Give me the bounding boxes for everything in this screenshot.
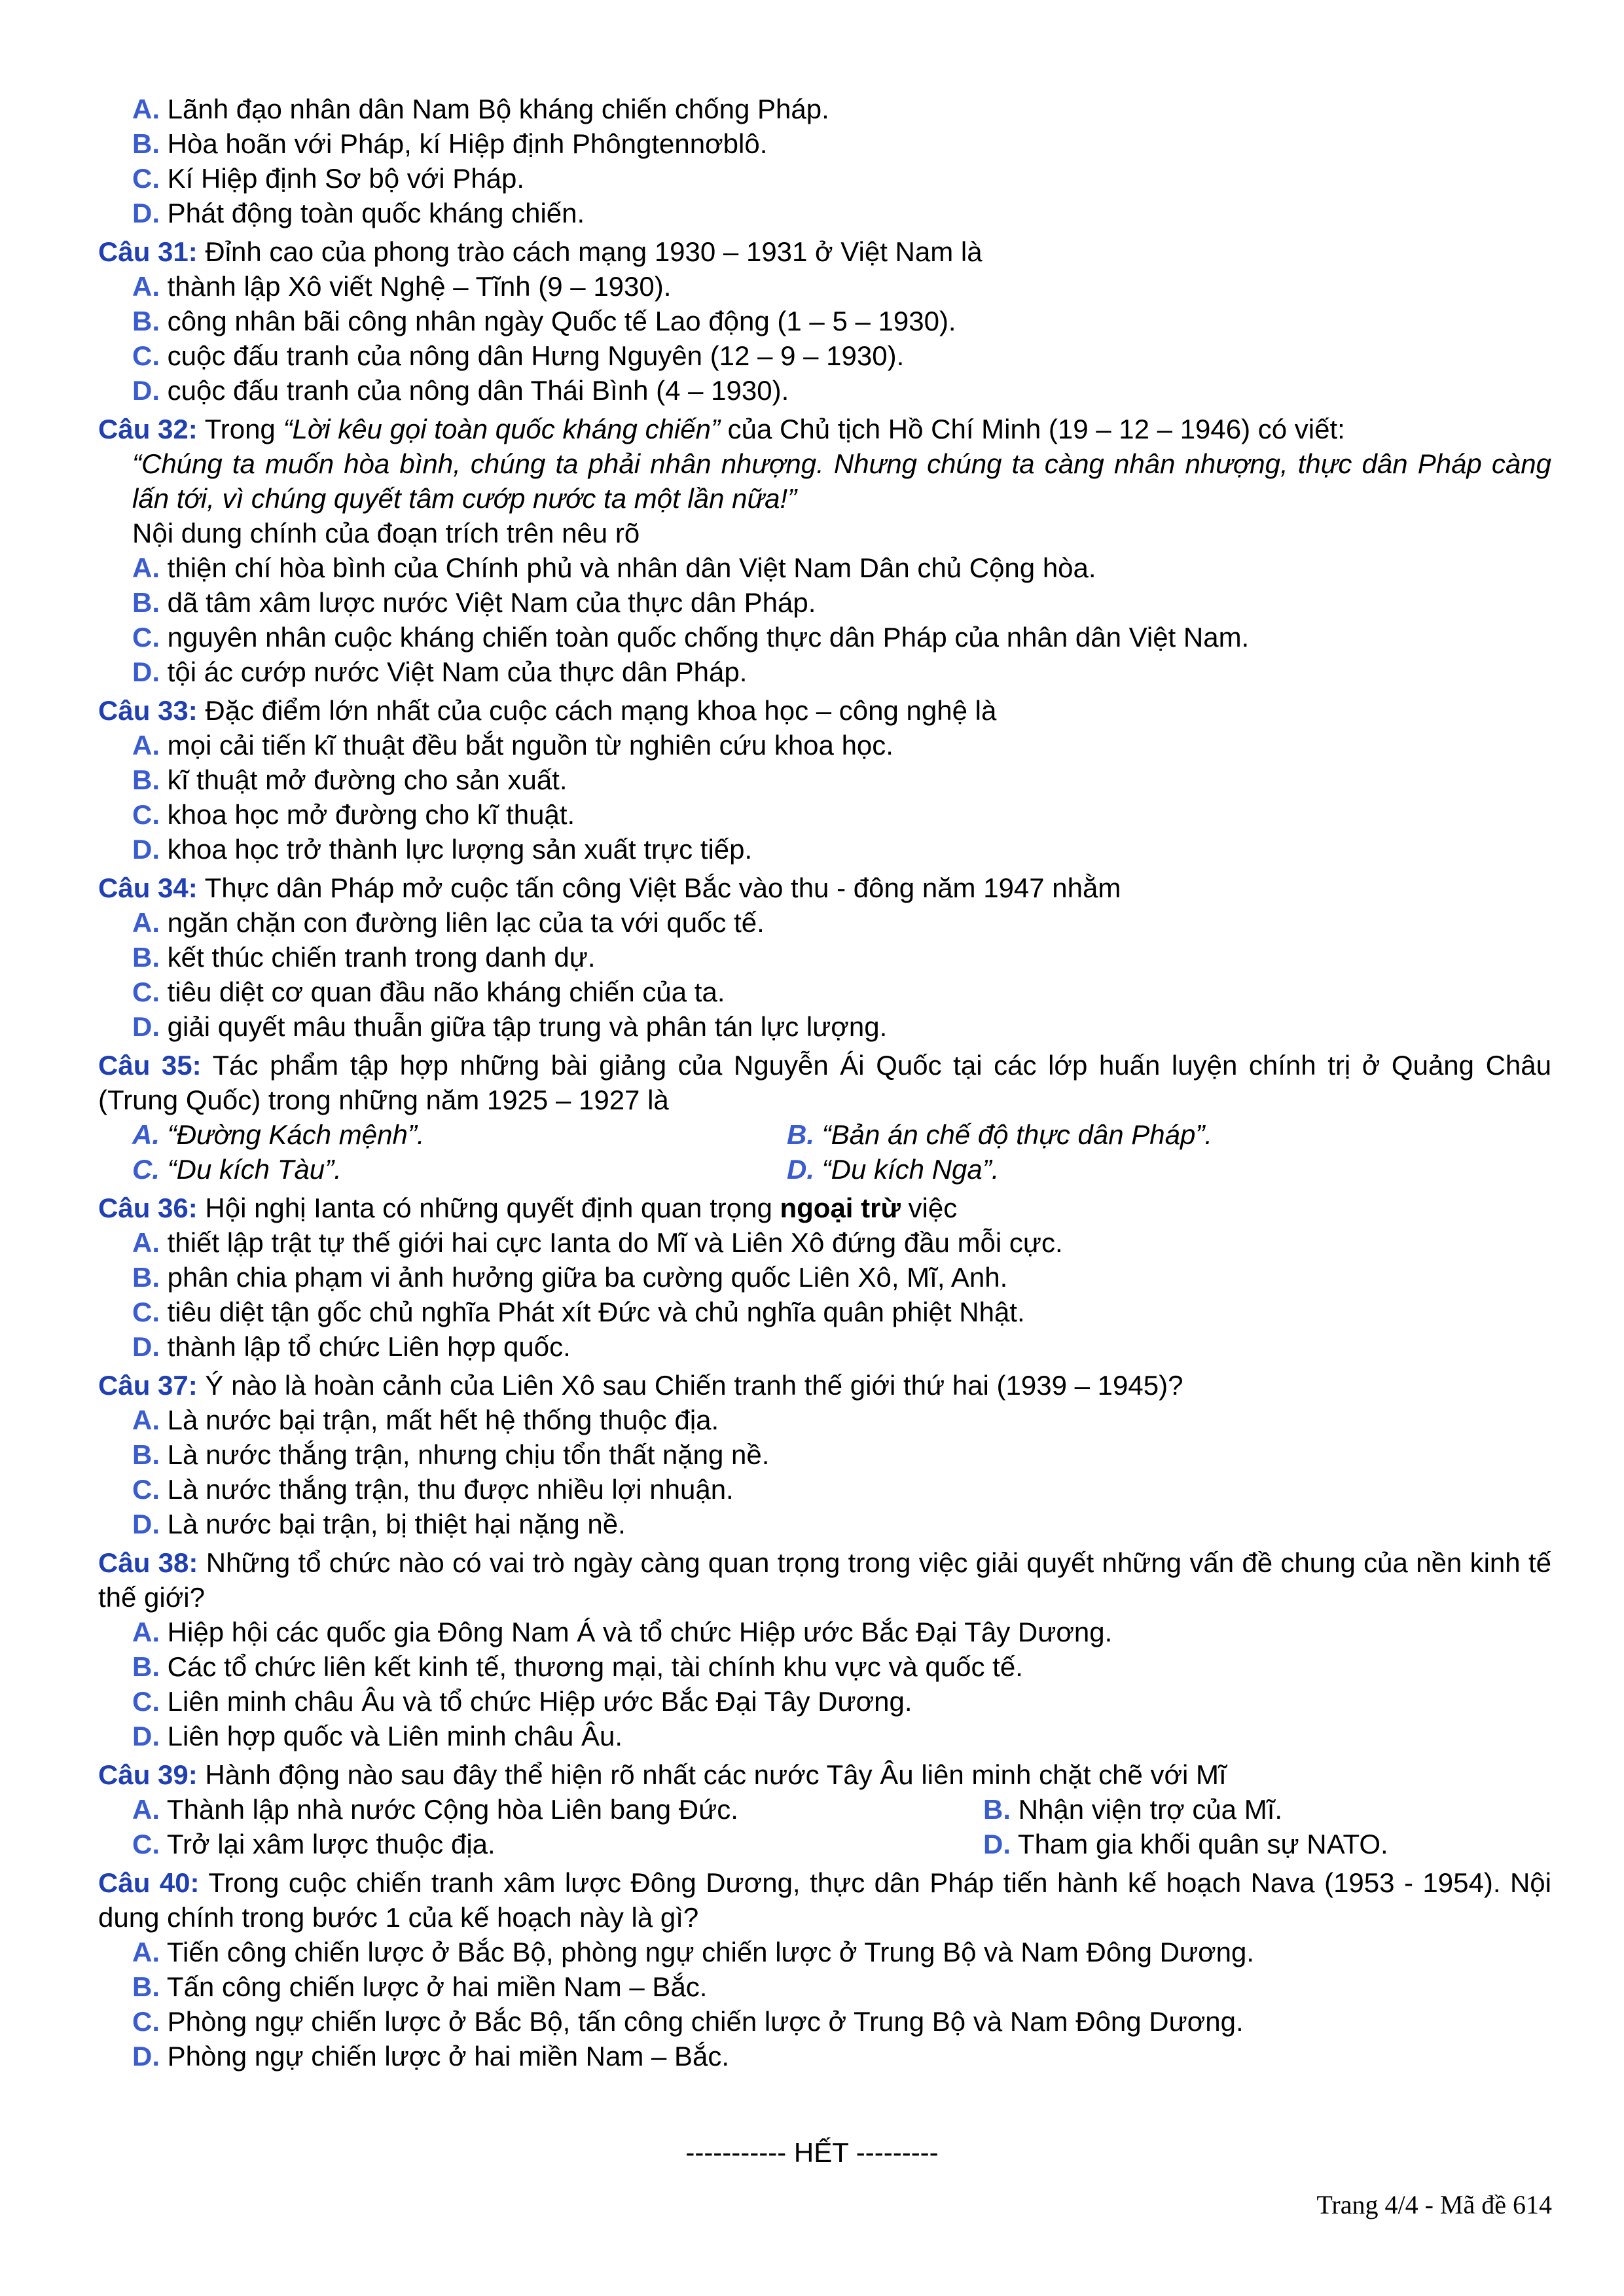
option-text: Phát động toàn quốc kháng chiến. — [167, 198, 585, 228]
question-stem — [98, 1757, 1551, 1792]
option-letter: D. — [132, 834, 160, 865]
question-text: Thực dân Pháp mở cuộc tấn công Việt Bắc vào thu - đông năm 1947 nhằm — [197, 872, 1121, 903]
question-stem — [98, 870, 1551, 905]
option-text: giải quyết mâu thuẫn giữa tập trung và phân tán lực lượng. — [160, 1011, 888, 1042]
question-number: Câu 37: — [98, 1370, 198, 1401]
option-b — [132, 1260, 1551, 1295]
options-grid — [98, 1792, 1551, 1861]
option-letter: D. — [983, 1829, 1011, 1859]
option-text: Tiến công chiến lược ở Bắc Bộ, phòng ngự chiến lược ở Trung Bộ và Nam Đông Dương. — [160, 1937, 1255, 1967]
option-letter: B. — [132, 1971, 160, 2002]
option-c — [132, 620, 1551, 655]
question-number: Câu 39: — [98, 1759, 198, 1790]
option-letter: D. — [132, 1509, 160, 1539]
option-c — [132, 2004, 1551, 2039]
quotation: “Chúng ta muốn hòa bình, chúng ta phải nhân nhượng. Nhưng chúng ta càng nhân nhượng, thực dân Pháp càng lấn tới, vì chúng quyết tâm cướp nước ta một lần nữa!” — [132, 448, 1551, 514]
option-text: Trở lại xâm lược thuộc địa. — [160, 1829, 496, 1859]
option-letter: C. — [132, 622, 160, 653]
option-b — [132, 585, 1551, 620]
option-text: Là nước thắng trận, nhưng chịu tổn thất nặng nề. — [160, 1439, 770, 1470]
question-text: Trong — [197, 414, 283, 444]
option-b — [132, 940, 1551, 975]
option-text: kết thúc chiến tranh trong danh dự. — [160, 942, 596, 973]
option-letter: B. — [132, 587, 160, 618]
option-letter: D. — [132, 2041, 160, 2072]
option-letter: C. — [132, 1154, 160, 1185]
option-text: Tham gia khối quân sự NATO. — [1011, 1829, 1388, 1859]
question-stem — [98, 1191, 1551, 1225]
option-letter: B. — [132, 1439, 160, 1470]
question-text: Trong cuộc chiến tranh xâm lược Đông Dương, thực dân Pháp tiến hành kế hoạch Nava (1953 - 1954). Nội dung chính trong bước 1 của kế hoạch này là gì? — [98, 1867, 1551, 1933]
options-list — [98, 905, 1551, 1044]
option-text: “Đường Kách mệnh”. — [160, 1119, 425, 1150]
option-text: “Du kích Nga”. — [814, 1154, 1000, 1185]
option-text: cuộc đấu tranh của nông dân Hưng Nguyên (12 – 9 – 1930). — [160, 340, 905, 371]
question-text: Hành động nào sau đây thể hiện rõ nhất các nước Tây Âu liên minh chặt chẽ với Mĩ — [197, 1759, 1227, 1790]
option-text: tiêu diệt tận gốc chủ nghĩa Phát xít Đức và chủ nghĩa quân phiệt Nhật. — [160, 1297, 1025, 1327]
option-letter: A. — [132, 94, 160, 124]
option-c — [132, 1295, 1551, 1329]
option-c — [132, 1827, 983, 1861]
option-text: “Du kích Tàu”. — [160, 1154, 342, 1185]
question-32 — [98, 412, 1551, 689]
option-text: tiêu diệt cơ quan đầu não kháng chiến của ta. — [160, 977, 725, 1007]
option-d — [132, 1009, 1551, 1044]
question-number: Câu 35: — [98, 1050, 202, 1081]
question-stem — [98, 1368, 1551, 1403]
option-text: tội ác cướp nước Việt Nam của thực dân Pháp. — [160, 656, 748, 687]
option-a — [132, 1935, 1551, 1969]
options-list — [98, 550, 1551, 689]
option-a — [132, 1225, 1551, 1260]
option-text: khoa học mở đường cho kĩ thuật. — [160, 799, 575, 830]
option-letter: A. — [132, 1405, 160, 1435]
option-text: công nhân bãi công nhân ngày Quốc tế Lao động (1 – 5 – 1930). — [160, 306, 956, 336]
option-c — [132, 1684, 1551, 1719]
question-33 — [98, 693, 1551, 867]
options-list — [98, 728, 1551, 867]
option-text: Hòa hoãn với Pháp, kí Hiệp định Phôngtennơblô. — [167, 128, 768, 159]
question-stem — [98, 1048, 1551, 1117]
option-d — [132, 2039, 1551, 2073]
question-number: Câu 34: — [98, 872, 198, 903]
option-c — [132, 338, 1551, 373]
option-text: “Bản án chế độ thực dân Pháp”. — [814, 1119, 1213, 1150]
question-text: Hội nghị Ianta có những quyết định quan trọng — [197, 1193, 780, 1223]
option-letter: A. — [132, 1227, 160, 1258]
question-stem — [98, 234, 1551, 269]
option-a — [132, 1615, 1551, 1649]
option-text: Lãnh đạo nhân dân Nam Bộ kháng chiến chống Pháp. — [167, 94, 829, 124]
question-text: Ý nào là hoàn cảnh của Liên Xô sau Chiến tranh thế giới thứ hai (1939 – 1945)? — [197, 1370, 1183, 1401]
option-text: Hiệp hội các quốc gia Đông Nam Á và tổ chức Hiệp ước Bắc Đại Tây Dương. — [160, 1617, 1113, 1647]
option-a — [132, 269, 1551, 304]
question-35 — [98, 1048, 1551, 1187]
option-c — [132, 975, 1551, 1009]
question-number: Câu 33: — [98, 695, 198, 726]
option-letter: D. — [132, 1011, 160, 1042]
question-text: Tác phẩm tập hợp những bài giảng của Nguyễn Ái Quốc tại các lớp huấn luyện chính trị ở Quảng Châu (Trung Quốc) trong những năm 1925 – 1927 là — [98, 1050, 1552, 1115]
options-list — [98, 1615, 1551, 1753]
option-d — [132, 1719, 1551, 1753]
option-letter: C. — [132, 1474, 160, 1505]
option-b — [132, 304, 1551, 338]
option-text: nguyên nhân cuộc kháng chiến toàn quốc chống thực dân Pháp của nhân dân Việt Nam. — [160, 622, 1250, 653]
question-stem — [98, 1545, 1551, 1615]
question-number: Câu 36: — [98, 1193, 198, 1223]
option-text: dã tâm xâm lược nước Việt Nam của thực dân Pháp. — [160, 587, 816, 618]
option-text: Phòng ngự chiến lược ở Bắc Bộ, tấn công chiến lược ở Trung Bộ và Nam Đông Dương. — [160, 2006, 1244, 2037]
option-letter: D. — [132, 198, 160, 228]
option-b — [787, 1117, 1507, 1152]
question-stem — [98, 412, 1551, 446]
option-letter: C. — [132, 977, 160, 1007]
option-text: thiết lập trật tự thế giới hai cực Ianta do Mĩ và Liên Xô đứng đầu mỗi cực. — [160, 1227, 1063, 1258]
option-letter: B. — [132, 306, 160, 336]
option-letter: C. — [132, 1829, 160, 1859]
option-text: Tấn công chiến lược ở hai miền Nam – Bắc. — [160, 1971, 708, 2002]
option-text: Liên minh châu Âu và tổ chức Hiệp ước Bắc Đại Tây Dương. — [160, 1686, 912, 1717]
end-marker: ----------- HẾT --------- — [685, 2137, 939, 2168]
option-letter: A. — [132, 1794, 160, 1825]
option-text: khoa học trở thành lực lượng sản xuất trực tiếp. — [160, 834, 753, 865]
option-letter: A. — [132, 271, 160, 302]
question-36 — [98, 1191, 1551, 1364]
option-a — [132, 905, 1551, 940]
option-text: mọi cải tiến kĩ thuật đều bắt nguồn từ nghiên cứu khoa học. — [160, 730, 893, 761]
option-letter: C. — [132, 2006, 160, 2037]
option-a — [132, 1403, 1551, 1437]
question-31 — [98, 234, 1551, 408]
option-b — [132, 762, 1551, 797]
option-d — [132, 373, 1551, 408]
option-text: ngăn chặn con đường liên lạc của ta với quốc tế. — [160, 907, 765, 938]
option-b — [983, 1792, 1507, 1827]
option-a — [132, 550, 1551, 585]
question-text: Những tổ chức nào có vai trò ngày càng quan trọng trong việc giải quyết những vấn đề chung của nền kinh tế thế giới? — [98, 1547, 1551, 1613]
option-d — [132, 655, 1551, 689]
option-text: cuộc đấu tranh của nông dân Thái Bình (4 – 1930). — [160, 375, 789, 406]
option-d — [787, 1152, 1507, 1187]
option-text: Nhận viện trợ của Mĩ. — [1011, 1794, 1283, 1825]
question-39 — [98, 1757, 1551, 1861]
option-text: kĩ thuật mở đường cho sản xuất. — [160, 764, 568, 795]
option-text: Là nước bại trận, bị thiệt hại nặng nề. — [160, 1509, 626, 1539]
question-stem — [98, 1865, 1551, 1935]
option-letter: C. — [132, 340, 160, 371]
option-text: Là nước thắng trận, thu được nhiều lợi nhuận. — [160, 1474, 734, 1505]
option-letter: C. — [132, 163, 160, 194]
exam-content — [98, 92, 1551, 2073]
question-40 — [98, 1865, 1551, 2073]
question-30-carryover — [98, 92, 1551, 230]
option-b — [132, 1969, 1551, 2004]
option-a — [132, 1117, 787, 1152]
option-d — [132, 832, 1551, 867]
option-letter: D. — [132, 1721, 160, 1751]
option-text: phân chia phạm vi ảnh hưởng giữa ba cường quốc Liên Xô, Mĩ, Anh. — [160, 1262, 1008, 1293]
option-d — [132, 1507, 1551, 1541]
option-letter: A. — [132, 1937, 160, 1967]
question-text: Đỉnh cao của phong trào cách mạng 1930 – 1931 ở Việt Nam là — [197, 236, 983, 267]
option-letter: B. — [132, 1651, 160, 1682]
option-letter: C. — [132, 1686, 160, 1717]
question-number: Câu 38: — [98, 1547, 198, 1578]
option-d — [983, 1827, 1507, 1861]
option-a — [132, 728, 1551, 762]
option-letter: D. — [132, 1331, 160, 1362]
option-b — [132, 1437, 1551, 1472]
option-letter: A. — [132, 730, 160, 761]
options-grid — [98, 1117, 1551, 1187]
question-text: của Chủ tịch Hồ Chí Minh (19 – 12 – 1946) có viết: — [719, 414, 1345, 444]
option-letter: B. — [132, 128, 160, 159]
option-text: Thành lập nhà nước Cộng hòa Liên bang Đức. — [160, 1794, 738, 1825]
question-37 — [98, 1368, 1551, 1541]
page-footer: Trang 4/4 - Mã đề 614 — [1316, 2190, 1552, 2219]
option-text: thành lập Xô viết Nghệ – Tĩnh (9 – 1930). — [160, 271, 672, 302]
option-letter: B. — [132, 764, 160, 795]
option-a — [132, 92, 1551, 126]
option-letter: C. — [132, 1297, 160, 1327]
question-stem — [98, 693, 1551, 728]
option-letter: D. — [132, 656, 160, 687]
option-text: Là nước bại trận, mất hết hệ thống thuộc địa. — [160, 1405, 719, 1435]
option-letter: B. — [983, 1794, 1011, 1825]
question-number: Câu 31: — [98, 236, 198, 267]
option-letter: B. — [132, 1262, 160, 1293]
question-text: Đặc điểm lớn nhất của cuộc cách mạng khoa học – công nghệ là — [197, 695, 997, 726]
option-letter: A. — [132, 552, 160, 583]
option-c — [132, 1152, 787, 1187]
option-d — [132, 1329, 1551, 1364]
question-number: Câu 32: — [98, 414, 198, 444]
option-letter: C. — [132, 799, 160, 830]
option-text: Kí Hiệp định Sơ bộ với Pháp. — [167, 163, 525, 194]
option-letter: A. — [132, 907, 160, 938]
option-letter: B. — [787, 1119, 814, 1150]
option-a — [132, 1792, 983, 1827]
document-title: “Lời kêu gọi toàn quốc kháng chiến” — [283, 414, 720, 444]
emphasis-text: ngoại trừ — [780, 1193, 901, 1223]
option-letter: B. — [132, 942, 160, 973]
options-list — [98, 1935, 1551, 2073]
option-letter: A. — [132, 1617, 160, 1647]
option-d — [132, 196, 1551, 230]
question-34 — [98, 870, 1551, 1044]
option-c — [132, 161, 1551, 196]
option-text: Các tổ chức liên kết kinh tế, thương mại, tài chính khu vực và quốc tế. — [160, 1651, 1023, 1682]
option-c — [132, 1472, 1551, 1507]
question-number: Câu 40: — [98, 1867, 200, 1898]
options-list — [98, 92, 1551, 230]
option-text: Liên hợp quốc và Liên minh châu Âu. — [160, 1721, 623, 1751]
option-letter: D. — [132, 375, 160, 406]
question-38 — [98, 1545, 1551, 1753]
question-text: việc — [900, 1193, 958, 1223]
option-letter: D. — [787, 1154, 814, 1185]
option-text: thiện chí hòa bình của Chính phủ và nhân dân Việt Nam Dân chủ Cộng hòa. — [160, 552, 1096, 583]
options-list — [98, 1403, 1551, 1541]
option-text: Phòng ngự chiến lược ở hai miền Nam – Bắc. — [160, 2041, 730, 2072]
option-b — [132, 1649, 1551, 1684]
option-b — [132, 126, 1551, 161]
options-list — [98, 269, 1551, 408]
options-list — [98, 1225, 1551, 1364]
question-lead: Nội dung chính của đoạn trích trên nêu rõ — [132, 518, 640, 548]
option-letter: A. — [132, 1119, 160, 1150]
option-c — [132, 797, 1551, 832]
option-text: thành lập tổ chức Liên hợp quốc. — [160, 1331, 571, 1362]
